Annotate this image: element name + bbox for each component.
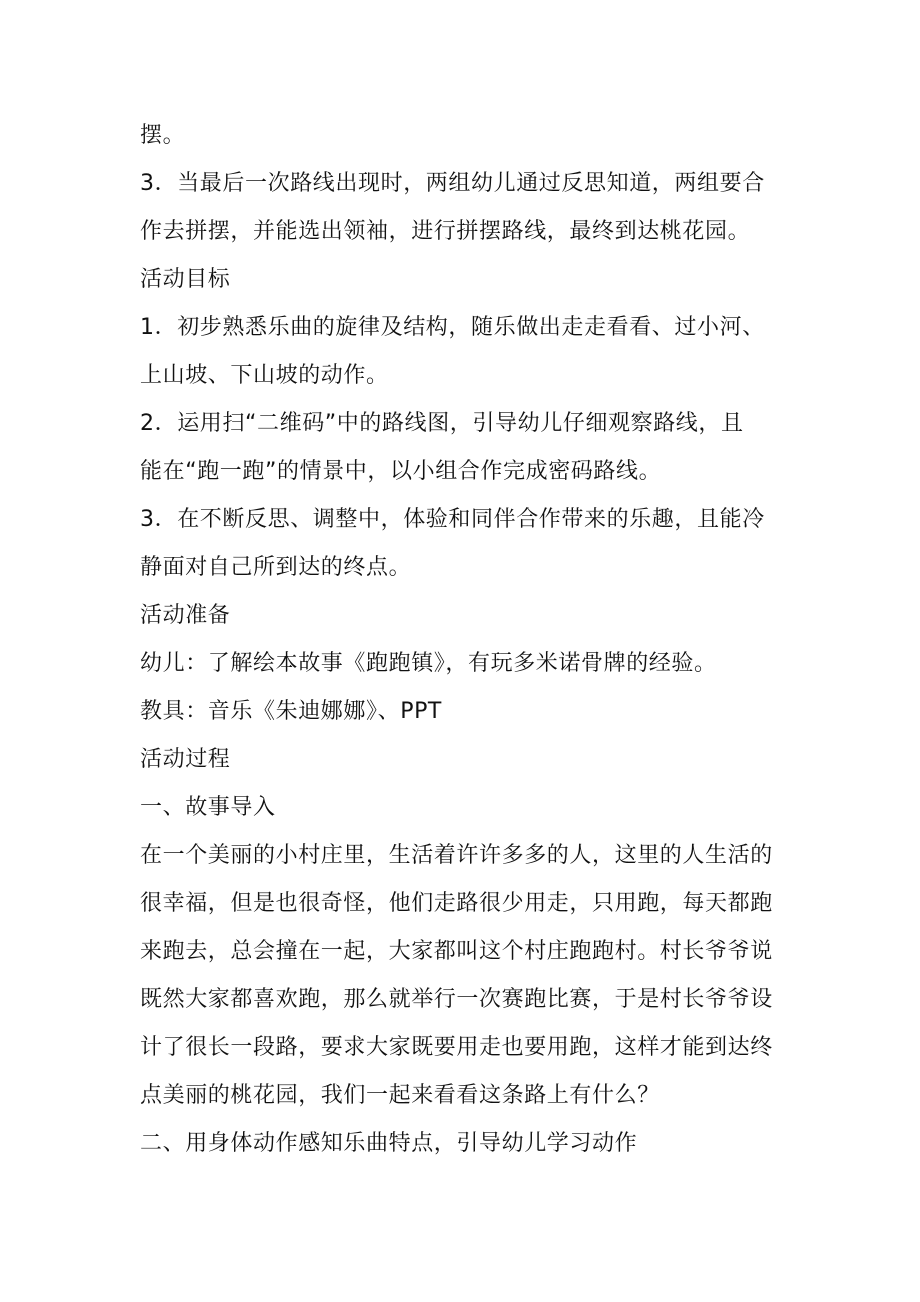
story-line-3: 来跑去，总会撞在一起，大家都叫这个村庄跑跑村。村长爷爷说 (140, 939, 773, 964)
process-step-3-line-1: 3．当最后一次路线出现时，两组幼儿通过反思知道，两组要合 (140, 171, 765, 196)
process-step-3-line-2: 作去拼摆，并能选出领袖，进行拼摆路线，最终到达桃花园。 (140, 219, 751, 244)
story-line-4: 既然大家都喜欢跑，那么就举行一次赛跑比赛，于是村长爷爷设 (140, 987, 773, 1012)
section-heading-preparation: 活动准备 (140, 603, 231, 628)
preparation-children: 幼儿：了解绘本故事《跑跑镇》，有玩多米诺骨牌的经验。 (140, 651, 717, 676)
goal-1-line-2: 上山坡、下山坡的动作。 (140, 363, 389, 388)
story-line-1: 在一个美丽的小村庄里，生活着许许多多的人，这里的人生活的 (140, 843, 773, 868)
goal-3-line-1: 3．在不断反思、调整中，体验和同伴合作带来的乐趣，且能冷 (140, 507, 765, 532)
section-heading-process: 活动过程 (140, 747, 231, 772)
goal-1-line-1: 1．初步熟悉乐曲的旋律及结构，随乐做出走走看看、过小河、 (140, 315, 765, 340)
subsection-heading-story: 一、故事导入 (140, 795, 276, 820)
story-line-5: 计了很长一段路，要求大家既要用走也要用跑，这样才能到达终 (140, 1035, 773, 1060)
goal-3-line-2: 静面对自己所到达的终点。 (140, 555, 412, 580)
goal-2-line-2: 能在“跑一跑”的情景中，以小组合作完成密码路线。 (140, 459, 662, 484)
paragraph-continuation: 摆。 (140, 123, 186, 148)
story-line-6: 点美丽的桃花园，我们一起来看看这条路上有什么？ (140, 1083, 660, 1108)
subsection-heading-movement: 二、用身体动作感知乐曲特点，引导幼儿学习动作 (140, 1131, 638, 1156)
preparation-materials: 教具：音乐《朱迪娜娜》、PPT (140, 699, 442, 724)
goal-2-line-1: 2．运用扫“二维码”中的路线图，引导幼儿仔细观察路线，且 (140, 411, 744, 436)
section-heading-goals: 活动目标 (140, 267, 231, 292)
story-line-2: 很幸福，但是也很奇怪，他们走路很少用走，只用跑，每天都跑 (140, 891, 773, 916)
document-body (140, 112, 790, 1168)
